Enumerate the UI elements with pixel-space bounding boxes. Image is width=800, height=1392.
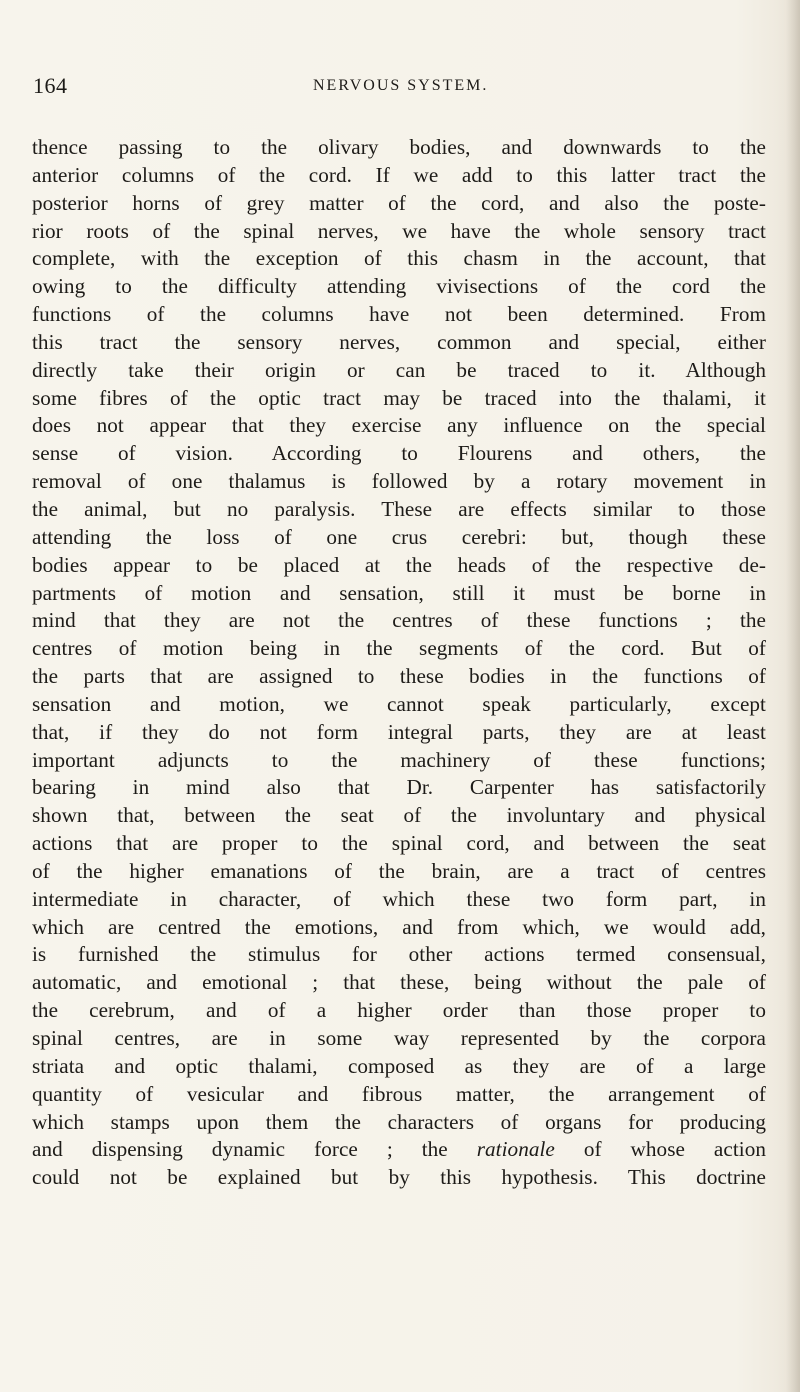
text-line: this tract the sensory nerves, common and special, either [32,329,766,354]
text-line: some fibres of the optic tract may be traced into the thalami, it [32,385,766,410]
text-line: posterior horns of grey matter of the cord, and also the poste- [32,190,766,215]
text-line: shown that, between the seat of the involuntary and physical [32,803,766,828]
text-line: sense of vision. According to Flourens and others, the [32,441,766,466]
text-line: intermediate in character, of which these two form part, in [32,886,766,911]
page-edge-shadow [786,0,800,1392]
text-line: directly take their origin or can be traced to it. Although [32,357,766,382]
text-line: bearing in mind also that Dr. Carpenter has satisfactorily [32,775,766,800]
text-line: rior roots of the spinal nerves, we have the whole sensory tract [32,218,766,243]
running-title: NERVOUS SYSTEM. [313,77,489,94]
text-line: which are centred the emotions, and from which, we would add, [32,914,766,939]
text-line: the animal, but no paralysis. These are effects similar to those [32,496,766,521]
text-line: centres of motion being in the segments of the cord. But of [32,636,766,661]
text-line: which stamps upon them the characters of organs for producing [32,1109,766,1134]
body-paragraph [32,134,766,1192]
text-line: that, if they do not form integral parts, they are at least [32,719,766,744]
text-line: bodies appear to be placed at the heads of the respective de- [32,552,766,577]
text-line: important adjuncts to the machinery of these functions; [32,747,766,772]
text-line: anterior columns of the cord. If we add to this latter tract the [32,162,766,187]
text-line-with-italic [32,1136,766,1164]
text-line: does not appear that they exercise any influence on the special [32,413,766,438]
text-line: is furnished the stimulus for other actions termed consensual, [32,942,766,967]
text-line: thence passing to the olivary bodies, and downwards to the [32,135,766,159]
text-line: could not be explained but by this hypothesis. This doctrine [32,1165,766,1190]
text-line: the cerebrum, and of a higher order than those proper to [32,998,766,1023]
text-line: sensation and motion, we cannot speak particularly, except [32,691,766,716]
text-line-tail: of whose action [583,1137,766,1162]
text-line: mind that they are not the centres of these functions ; the [32,608,766,633]
italic-term: rationale [476,1137,555,1162]
text-line: owing to the difficulty attending vivisections of the cord the [32,274,766,299]
page-header [33,73,763,103]
text-line: removal of one thalamus is followed by a rotary movement in [32,469,766,494]
page-number: 164 [33,73,68,98]
text-line-head: and dispensing dynamic force ; the [32,1137,448,1162]
text-line: attending the loss of one crus cerebri: but, though these [32,524,766,549]
text-line: partments of motion and sensation, still it must be borne in [32,580,766,605]
text-line: actions that are proper to the spinal cord, and between the seat [32,831,766,856]
text-line: of the higher emanations of the brain, are a tract of centres [32,858,766,883]
text-line: complete, with the exception of this chasm in the account, that [32,246,766,271]
text-line: striata and optic thalami, composed as they are of a large [32,1053,766,1078]
text-line: the parts that are assigned to these bodies in the functions of [32,664,766,689]
text-line: functions of the columns have not been determined. From [32,302,766,327]
text-line: automatic, and emotional ; that these, being without the pale of [32,970,766,995]
text-line: quantity of vesicular and fibrous matter, the arrangement of [32,1081,766,1106]
text-line: spinal centres, are in some way represented by the corpora [32,1026,766,1050]
